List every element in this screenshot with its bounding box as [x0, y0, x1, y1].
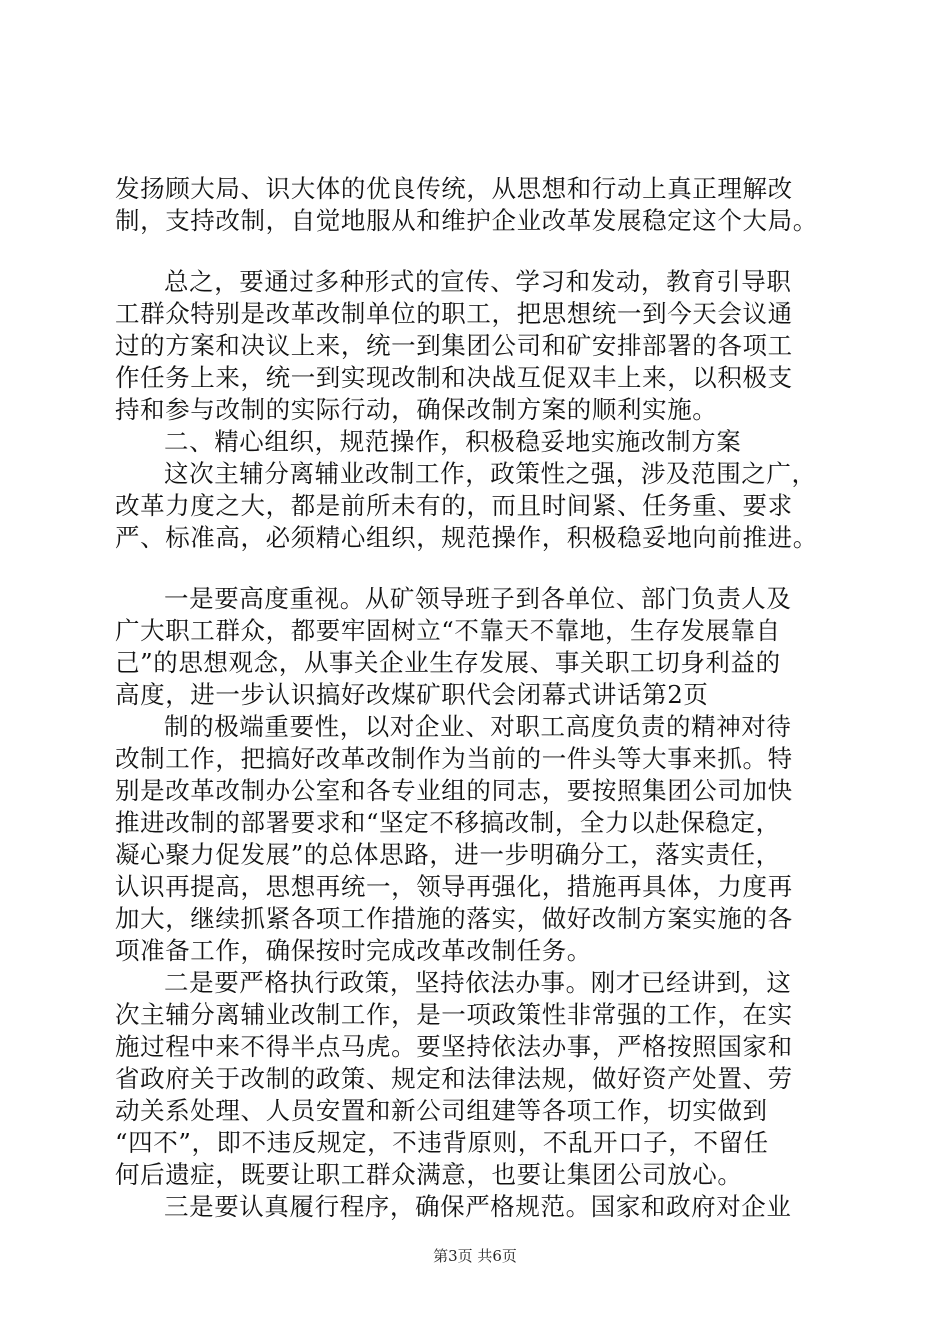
page-number: 第3页 共6页 [433, 1247, 517, 1265]
text-line: 改革力度之大，都是前所未有的，而且时间紧、任务重、要求 [115, 491, 793, 520]
text-line: 推进改制的部署要求和“坚定不移搞改制，全力以赴保稳定， [115, 808, 781, 837]
text-line: 加大，继续抓紧各项工作措施的落实，做好改制方案实施的各 [115, 904, 793, 933]
text-line: 作任务上来，统一到实现改制和决战互促双丰上来，以积极支 [115, 363, 793, 392]
text-line: 制的极端重要性，以对企业、对职工高度负责的精神对待 [164, 712, 792, 741]
section-heading: 二、精心组织，规范操作，积极稳妥地实施改制方案 [164, 427, 742, 456]
text-line: 广大职工群众，都要牢固树立“不靠天不靠地，生存发展靠自 [115, 616, 781, 645]
text-line: 项准备工作，确保按时完成改革改制任务。 [115, 936, 592, 965]
text-line: 认识再提高，思想再统一，领导再强化，措施再具体，力度再 [115, 872, 793, 901]
text-line: 改制工作，把搞好改革改制作为当前的一件头等大事来抓。特 [115, 744, 793, 773]
text-line: 严、标准高，必须精心组织，规范操作，积极稳妥地向前推进。 [115, 523, 818, 552]
text-line: 凝心聚力促发展”的总体思路，进一步明确分工，落实责任， [115, 840, 781, 869]
text-line: 别是改革改制办公室和各专业组的同志，要按照集团公司加快 [115, 776, 793, 805]
text-line: 这次主辅分离辅业改制工作，政策性之强，涉及范围之广， [164, 459, 817, 488]
text-line: 过的方案和决议上来，统一到集团公司和矿安排部署的各项工 [115, 331, 793, 360]
text-line: 二是要严格执行政策，坚持依法办事。刚才已经讲到，这 [164, 968, 792, 997]
text-line: 高度，进一步认识搞好改煤矿职代会闭幕式讲话第2页 [115, 680, 709, 709]
text-line: 三是要认真履行程序，确保严格规范。国家和政府对企业 [164, 1192, 792, 1221]
text-line: “四不”，即不违反规定，不违背原则，不乱开口子，不留任 [115, 1128, 769, 1157]
text-line: 次主辅分离辅业改制工作，是一项政策性非常强的工作，在实 [115, 1000, 793, 1029]
text-line: 省政府关于改制的政策、规定和法律法规，做好资产处置、劳 [115, 1064, 793, 1093]
text-line: 何后遗症，既要让职工群众满意，也要让集团公司放心。 [115, 1160, 743, 1189]
text-line: 一是要高度重视。从矿领导班子到各单位、部门负责人及 [164, 584, 792, 613]
text-line: 总之，要通过多种形式的宣传、学习和发动，教育引导职 [164, 267, 792, 296]
text-line: 动关系处理、人员安置和新公司组建等各项工作，切实做到 [115, 1096, 768, 1125]
text-line: 制，支持改制，自觉地服从和维护企业改革发展稳定这个大局。 [115, 206, 818, 235]
text-line: 工群众特别是改革改制单位的职工，把思想统一到今天会议通 [115, 299, 793, 328]
text-line: 持和参与改制的实际行动，确保改制方案的顺利实施。 [115, 395, 718, 424]
text-line: 施过程中来不得半点马虎。要坚持依法办事，严格按照国家和 [115, 1032, 793, 1061]
text-line: 发扬顾大局、识大体的优良传统，从思想和行动上真正理解改 [115, 174, 793, 203]
text-line: 己”的思想观念，从事关企业生存发展、事关职工切身利益的 [115, 648, 781, 677]
